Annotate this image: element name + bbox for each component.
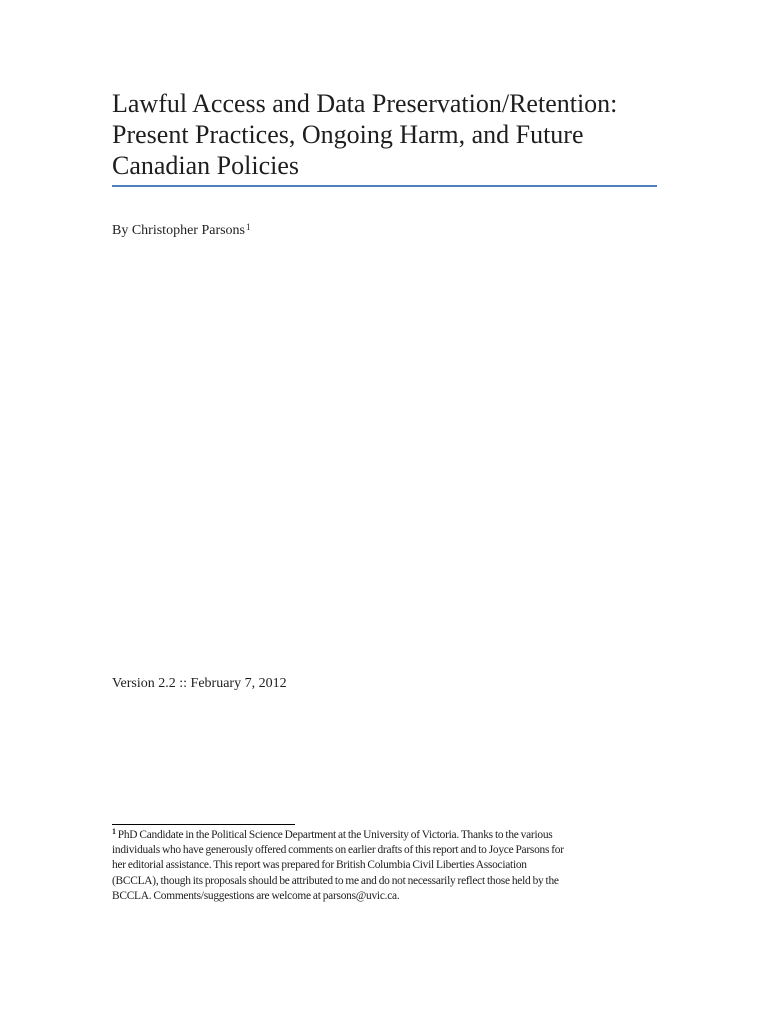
footnote xyxy=(112,828,657,904)
footnote-line-1 xyxy=(112,828,657,843)
author-line xyxy=(112,222,251,240)
title-line-3: Canadian Policies xyxy=(112,151,300,180)
footnote-marker: 1 xyxy=(112,826,116,836)
title-block xyxy=(112,88,657,187)
footnote-text-1: PhD Candidate in the Political Science Department at the University of Victoria. Thanks to the various xyxy=(117,829,553,841)
title-line-2: Present Practices, Ongoing Harm, and Future xyxy=(112,120,584,149)
title-line-1: Lawful Access and Data Preservation/Retention: xyxy=(112,89,618,118)
footnote-reference[interactable]: 1 xyxy=(246,221,251,232)
author-name: By Christopher Parsons xyxy=(112,223,245,238)
version-date: Version 2.2 :: February 7, 2012 xyxy=(112,676,287,691)
footnote-line-3: her editorial assistance. This report was prepared for British Columbia Civil Liberties Association xyxy=(112,859,527,872)
footnote-line-2: individuals who have generously offered comments on earlier drafts of this report and to Joyce Parsons for xyxy=(112,844,564,857)
document-title xyxy=(112,88,657,181)
footnote-line-4: (BCCLA), though its proposals should be attributed to me and do not necessarily reflect those held by the xyxy=(112,874,559,887)
title-underline xyxy=(112,185,657,187)
footnote-line-5: BCCLA. Comments/suggestions are welcome at parsons@uvic.ca. xyxy=(112,889,400,902)
footnote-separator xyxy=(112,824,295,825)
